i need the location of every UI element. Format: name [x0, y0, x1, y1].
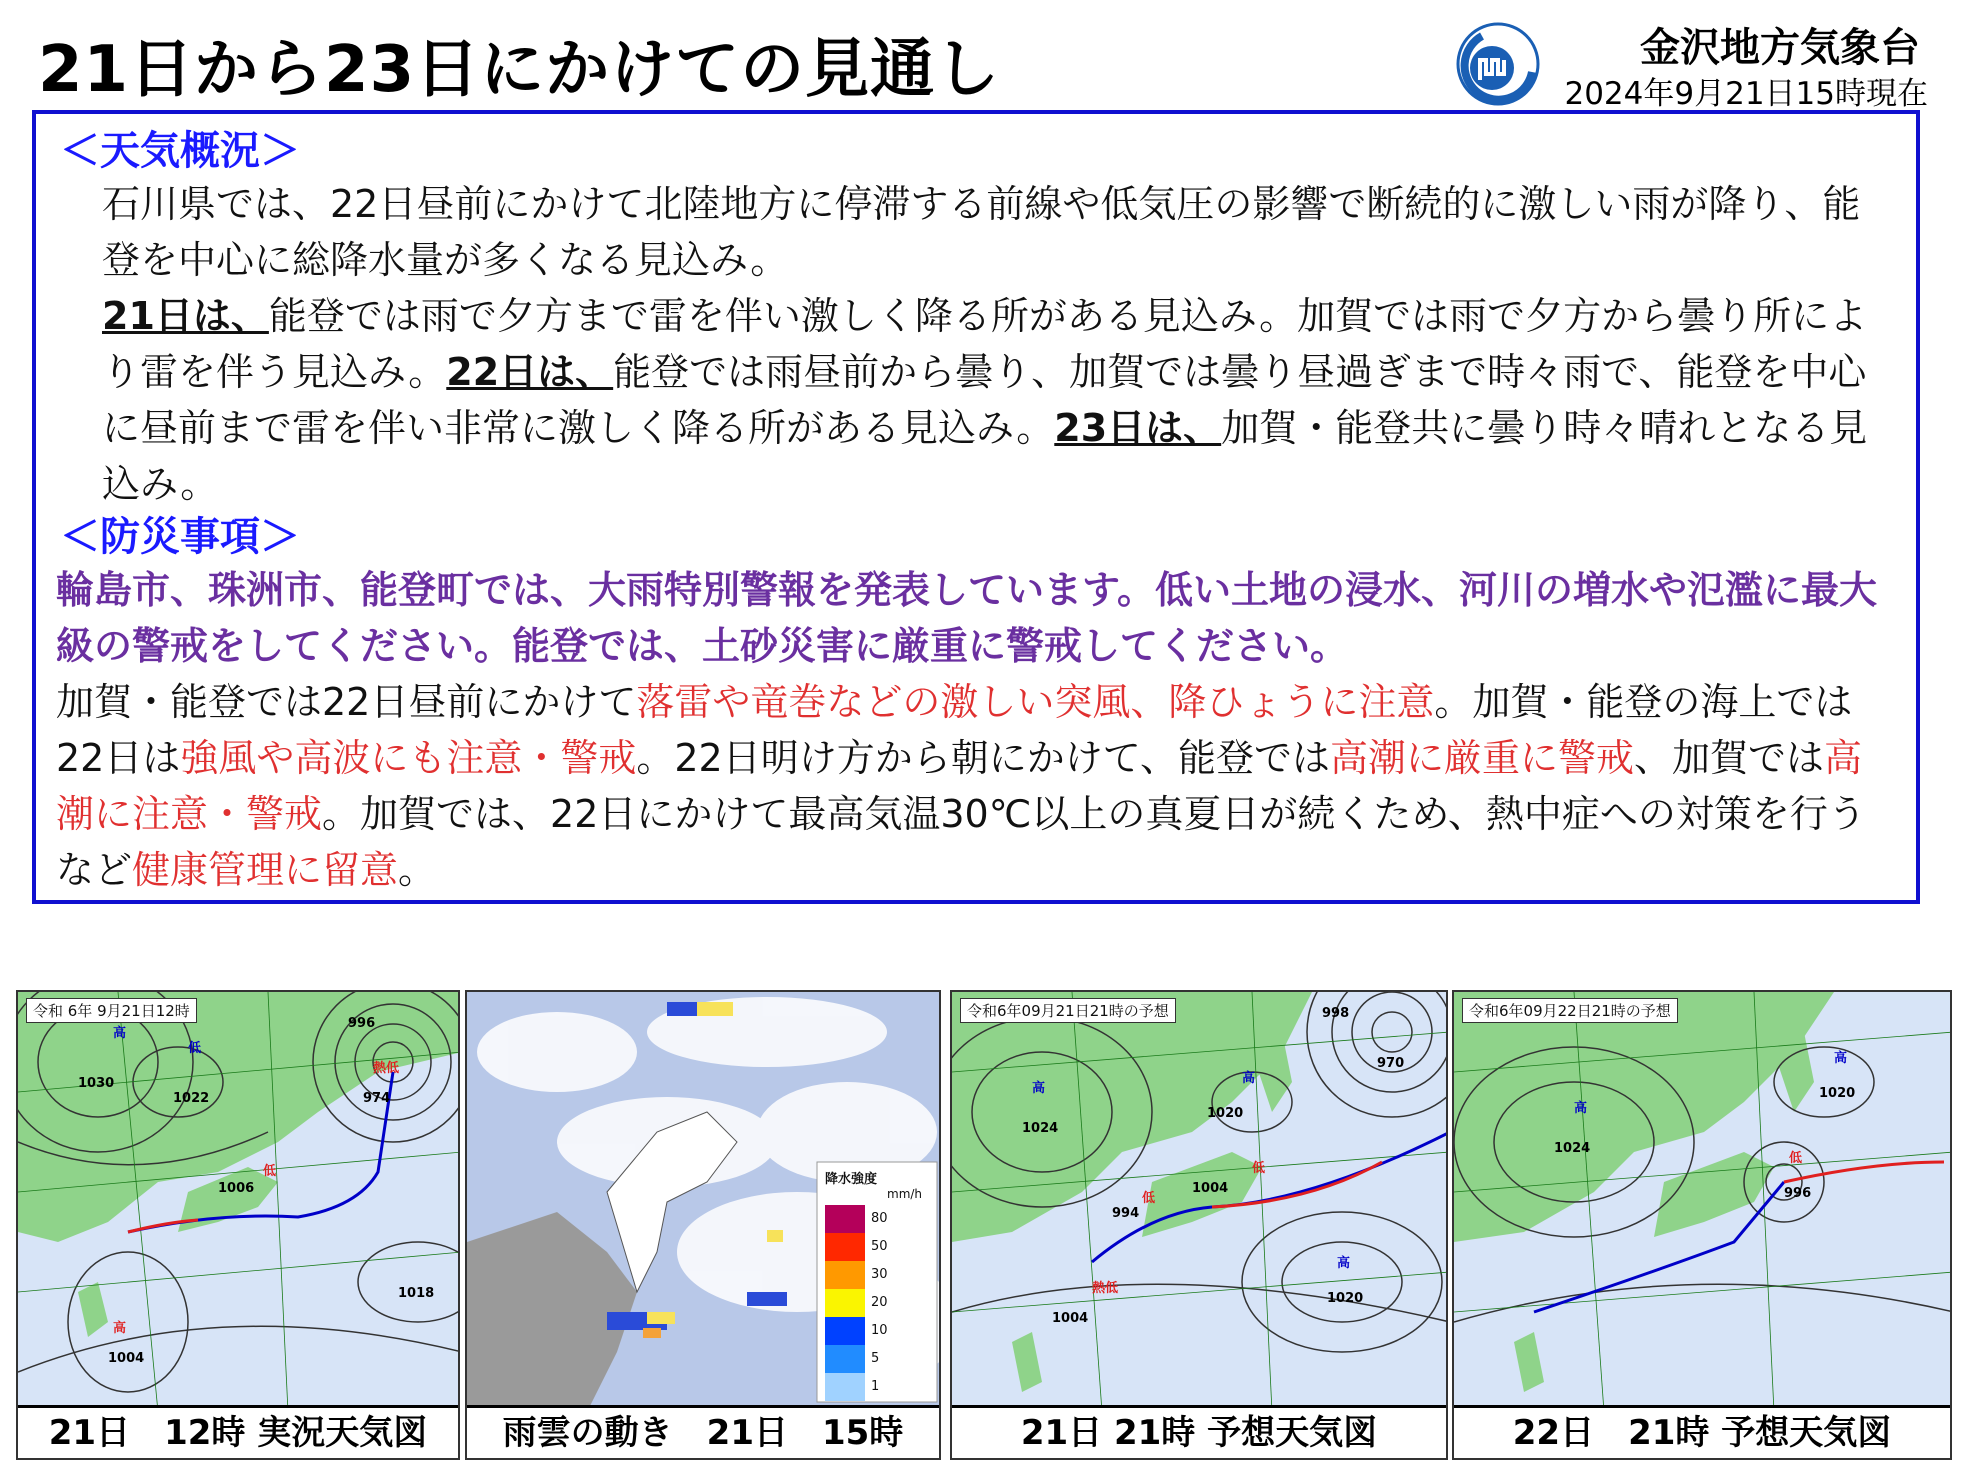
weather-map-1	[18, 992, 460, 1412]
day22-label: 22日は、	[446, 350, 614, 394]
day21-label: 21日は、	[102, 294, 269, 338]
office-name: 金沢地方気象台	[1640, 25, 1920, 71]
panel-forecast-22	[1452, 990, 1952, 1460]
map-label: 996	[1784, 1186, 1812, 1201]
panel-forecast-21	[950, 990, 1448, 1460]
map-label: 高	[1337, 1256, 1351, 1271]
caution-highlight: 高潮に注意・警戒	[56, 736, 1863, 836]
legend-value: 30	[871, 1267, 888, 1282]
caution-seg: 加賀・能登では22日昼前にかけて	[56, 680, 637, 724]
legend-unit: mm/h	[887, 1187, 923, 1201]
map-label: 低	[188, 1041, 202, 1056]
map-label: 熱低	[373, 1061, 400, 1076]
map-label: 高	[1242, 1071, 1256, 1086]
map-label: 1020	[1819, 1086, 1856, 1101]
map-label: 高	[1574, 1101, 1588, 1116]
day23-text: 加賀・能登共に曇り時々晴れとなる見込み。	[102, 406, 1868, 506]
map-label: 1024	[1022, 1121, 1059, 1136]
map-label: 低	[1789, 1151, 1803, 1166]
overview-summary: 石川県では、22日昼前にかけて北陸地方に停滞する前線や低気圧の影響で断続的に激しい雨が降り、能登を中心に総降水量が多くなる見込み。	[102, 182, 1861, 282]
daily-outlook	[56, 288, 1898, 512]
outlook-box	[32, 110, 1920, 904]
caution-highlight: 強風や高波にも注意・警戒	[180, 736, 637, 780]
chart-time-tag: 令和6年09月21日21時の予想	[960, 998, 1176, 1023]
map-label: 974	[363, 1091, 391, 1106]
map-label: 1006	[218, 1181, 255, 1196]
panel-caption: 22日 21時 予想天気図	[1454, 1405, 1950, 1458]
caution-highlight: 高潮に厳重に警戒	[1329, 736, 1634, 780]
legend-value: 80	[871, 1211, 888, 1226]
legend-value: 20	[871, 1295, 888, 1310]
map-label: 1022	[173, 1091, 210, 1106]
panel-caption: 21日 21時 予想天気図	[952, 1405, 1446, 1458]
map-label: 高	[113, 1321, 127, 1336]
caution-seg: 。22日明け方から朝にかけて、能登では	[636, 736, 1330, 780]
map-label: 低	[1142, 1191, 1156, 1206]
map-label: 1004	[1052, 1311, 1089, 1326]
chart-time-tag: 令和 6年 9月21日12時	[26, 998, 197, 1023]
map-label: 高	[1834, 1051, 1848, 1066]
map-label: 低	[1252, 1161, 1266, 1176]
as-of-time: 2024年9月21日15時現在	[1564, 76, 1928, 112]
panel-analysis-chart	[16, 990, 460, 1460]
map-label: 998	[1322, 1006, 1350, 1021]
map-label: 1020	[1327, 1291, 1364, 1306]
day23-label: 23日は、	[1054, 406, 1222, 450]
legend-value: 50	[871, 1239, 888, 1254]
map-label: 1030	[78, 1076, 115, 1091]
page-title: 21日から23日にかけての見通し	[38, 33, 1001, 107]
map-label: 1004	[1192, 1181, 1229, 1196]
map-label: 994	[1112, 1206, 1140, 1221]
weather-map-3	[952, 992, 1448, 1412]
map-label: 1024	[1554, 1141, 1591, 1156]
weather-map-4	[1454, 992, 1952, 1412]
caution-text	[56, 674, 1898, 898]
map-label: 996	[348, 1016, 376, 1031]
map-label: 970	[1377, 1056, 1405, 1071]
legend-value: 1	[871, 1379, 880, 1394]
overview-heading: ＜天気概況＞	[60, 128, 300, 174]
caution-seg: 。加賀・能登の海上では22日は	[56, 680, 1853, 780]
map-label: 1018	[398, 1286, 435, 1301]
map-label: 1004	[108, 1351, 145, 1366]
legend-title: 降水強度	[825, 1172, 878, 1187]
caution-seg: 。	[398, 848, 437, 892]
map-label: 低	[263, 1164, 277, 1179]
precip-legend	[819, 1164, 935, 1404]
panel-radar	[465, 990, 941, 1460]
day21-text: 能登では雨で夕方まで雷を伴い激しく降る所がある見込み。加賀では雨で夕方から曇り所により雷を伴う見込み。	[102, 294, 1868, 394]
map-label: 高	[113, 1026, 127, 1041]
legend-value: 5	[871, 1351, 880, 1366]
map-label: 熱低	[1092, 1281, 1119, 1296]
map-label: 高	[1032, 1081, 1046, 1096]
disaster-heading: ＜防災事項＞	[60, 514, 300, 560]
jma-logo-icon	[1452, 18, 1544, 110]
caution-seg: 。加賀では、22日にかけて最高気温30℃以上の真夏日が続くため、熱中症への対策を行うなど	[56, 792, 1866, 892]
chart-time-tag: 令和6年09月22日21時の予想	[1462, 998, 1678, 1023]
caution-highlight: 落雷や竜巻などの激しい突風、降ひょうに注意	[636, 680, 1435, 724]
map-label: 1020	[1207, 1106, 1244, 1121]
caution-seg: 、加賀では	[1634, 736, 1825, 780]
day22-text: 能登では雨昼前から曇り、加賀では曇り昼過ぎまで時々雨で、能登を中心に昼前まで雷を伴い非常に激しく降る所がある見込み。	[102, 350, 1867, 450]
panel-caption: 21日 12時 実況天気図	[18, 1405, 458, 1458]
caution-highlight: 健康管理に留意	[132, 848, 399, 892]
panel-caption: 雨雲の動き 21日 15時	[467, 1405, 939, 1458]
legend-value: 10	[871, 1323, 888, 1338]
special-warning-text: 輪島市、珠洲市、能登町では、大雨特別警報を発表しています。低い土地の浸水、河川の増水や氾濫に最大級の警戒をしてください。能登では、土砂災害に厳重に警戒してください。	[56, 568, 1877, 668]
